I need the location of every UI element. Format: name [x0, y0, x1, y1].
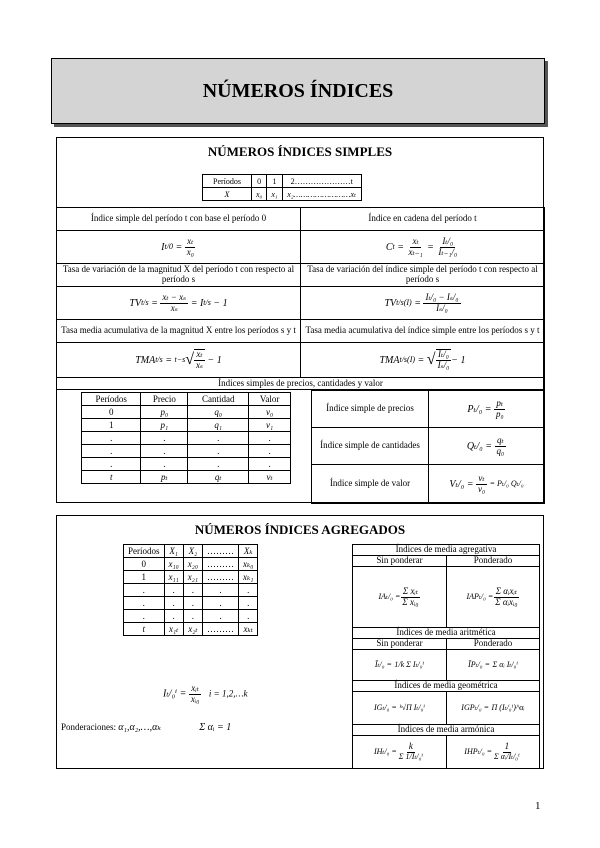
pcv-cell: q₀ [188, 406, 249, 419]
table-row [124, 597, 258, 610]
geo-weighted-formula [446, 691, 540, 725]
formula-sub: t/s [396, 297, 404, 307]
formula-part: = I [190, 297, 204, 309]
pcv-heading: Índices simples de precios, cantidades y valor [56, 377, 545, 390]
pcv-cell: vₜ [249, 471, 291, 484]
pcv-cell: . [249, 445, 291, 458]
quantity-index-formula [428, 427, 545, 465]
formula-part: 1/k Σ Iₜ/₀ⁱ [394, 659, 425, 669]
formula-den: Σ αᵢ/Iₜ/₀ⁱ [494, 752, 520, 762]
formula-symbol: ĪPₜ/₀ = [468, 659, 490, 669]
table-row [82, 406, 291, 419]
agg-header: ……… [203, 545, 239, 558]
formula-sub: t/s [203, 297, 211, 307]
pcv-cell: . [82, 458, 141, 471]
formula-num: 1 [504, 741, 510, 752]
agg-cell: . [239, 597, 258, 610]
pcv-cell: . [82, 432, 141, 445]
period-cell: 1 [267, 175, 282, 188]
formula-symbol: Iₜ/₀ⁱ = [163, 688, 187, 700]
agg-cell: . [124, 610, 165, 623]
agg-cell: x₁₀ [164, 558, 183, 571]
table-row [124, 558, 258, 571]
simple-index-label: Índice simple del período t con base el período 0 [56, 207, 301, 231]
agg-cell: x₁ₜ [164, 623, 183, 636]
period-cell: 2…………………t [282, 175, 361, 188]
quantity-index-label: Índice simple de cantidades [311, 427, 429, 465]
pcv-cell: . [141, 458, 188, 471]
periods-table [202, 174, 362, 201]
agg-cell: ……… [203, 571, 239, 584]
formula-num: vₜ [478, 472, 485, 483]
formula-num: Σ xᵢₜ [402, 585, 419, 596]
formula-num: xₜ [196, 349, 203, 360]
agg-media-heading: Índices de media agregativa [352, 544, 540, 556]
formula-num: qₜ [496, 434, 504, 445]
formula-sub: t [392, 241, 395, 251]
tv-index-label: Tasa de variación del índice simple del período t con respecto al período s [300, 263, 545, 287]
tma-index-label: Tasa media acumulativa del índice simple entre los períodos s y t [300, 319, 545, 343]
formula-symbol: I [161, 241, 165, 253]
formula-num: Σ αᵢxᵢₜ [495, 585, 518, 596]
geo-media-heading: Índices de media geométrica [352, 680, 540, 692]
agg-cell: . [203, 610, 239, 623]
formula-num: xₜ − xₛ [162, 291, 187, 302]
tv-formula: TV t/s = $\frac{\text{xₜ − xₛ}}{\text{xₛ}}$ = I t/s − 1 [56, 286, 301, 320]
agg-weighted-formula [446, 566, 540, 628]
page-number: 1 [535, 800, 541, 812]
formula-sub: t/s [155, 354, 163, 364]
formula-sup: (I) [403, 297, 412, 307]
agg-cell: . [239, 610, 258, 623]
agg-weighted-label: Ponderado [446, 555, 540, 567]
formula-part: Π (Iₜ/₀ⁱ)^αᵢ [491, 702, 525, 712]
pcv-cell: . [249, 432, 291, 445]
agg-cell: x₂₁ [183, 571, 202, 584]
formula-den: Σ 1/Iₜ/₀ⁱ [398, 752, 424, 762]
agg-cell: x₁₁ [164, 571, 183, 584]
formula-part: − 1 [213, 297, 228, 309]
agg-unweighted-formula [352, 566, 447, 628]
pcv-cell: 1 [82, 419, 141, 432]
table-row [82, 458, 291, 471]
formula-part: − 1 [451, 354, 466, 366]
aggregate-indices-heading: NÚMEROS ÍNDICES AGREGADOS [194, 522, 406, 537]
table-row [124, 584, 258, 597]
x-cell: x₀ [252, 188, 267, 201]
pcv-cell: . [249, 458, 291, 471]
price-index-formula [428, 390, 545, 428]
simple-index-formula: I t/0 = $\frac{\text{xₜ}}{\text{x₀}}$ [56, 230, 301, 264]
root-icon: √ [185, 351, 195, 369]
table-row [82, 445, 291, 458]
formula-den: xₜ₋₁ [408, 246, 423, 257]
pcv-header: Precio [141, 393, 188, 406]
formula-num: Iₜ/₀ − Iₛ/₀ [425, 291, 459, 302]
agg-cell: x₂₀ [183, 558, 202, 571]
formula-symbol: IGPₜ/₀ = [461, 702, 489, 712]
pcv-cell: pₜ [141, 471, 188, 484]
agg-cell: . [239, 584, 258, 597]
agg-cell: . [164, 610, 183, 623]
pcv-cell: qₜ [188, 471, 249, 484]
formula-den: xₛ [196, 360, 204, 370]
arith-unweighted-formula [352, 649, 447, 681]
pcv-header: Períodos [82, 393, 141, 406]
agg-cell: xₖ₀ [239, 558, 258, 571]
value-index-label: Índice simple de valor [311, 464, 429, 504]
agg-cell: . [183, 597, 202, 610]
agg-cell: 0 [124, 558, 165, 571]
x-cell: x₁ [267, 188, 282, 201]
agg-cell: . [203, 584, 239, 597]
pcv-cell: v₀ [249, 406, 291, 419]
agg-header: X₁ [164, 545, 183, 558]
pcv-cell: v₁ [249, 419, 291, 432]
formula-symbol: Qₜ/₀ = [466, 440, 493, 452]
formula-symbol: IAₜ/₀ = [378, 591, 401, 601]
table-row [124, 610, 258, 623]
pcv-cell: . [82, 445, 141, 458]
formula-num: Iₜ/₀ [437, 349, 449, 360]
agg-cell: . [124, 597, 165, 610]
formula-sup: (I) [407, 354, 416, 364]
formula-symbol: IHₜ/₀ = [373, 746, 397, 756]
x-cell: x₂……………………xₜ [282, 188, 361, 201]
formula-num: xᵢₜ [191, 683, 199, 693]
formula-symbol: TMA [379, 354, 400, 366]
formula-symbol: Īₜ/₀ = [374, 659, 392, 669]
formula-num: Iₜ/₀ [442, 235, 454, 246]
formula-num: k [408, 741, 413, 752]
period-cell: 0 [252, 175, 267, 188]
agg-cell: t [124, 623, 165, 636]
formula-part: = Pₜ/₀ Qₜ/₀ [489, 478, 524, 488]
formula-num: xₜ [412, 235, 419, 246]
document-title-box [51, 58, 545, 124]
formula-den: Iₛ/₀ [437, 360, 450, 370]
chain-index-label: Índice en cadena del período t [300, 207, 545, 231]
formula-symbol: TMA [135, 354, 156, 366]
formula-symbol: IHPₜ/₀ = [464, 746, 492, 756]
simple-indices-panel [56, 137, 544, 503]
periods-label: Períodos [203, 175, 252, 188]
formula-den: Σ αᵢxᵢ₀ [495, 596, 518, 607]
x-label: X [203, 188, 252, 201]
pcv-header: Valor [249, 393, 291, 406]
pcv-cell: 0 [82, 406, 141, 419]
root-icon: √ [426, 351, 436, 369]
agg-cell: . [124, 584, 165, 597]
formula-den: x₀ [186, 246, 194, 257]
chain-index-formula: C t = $\frac{\text{xₜ}}{\text{xₜ₋₁}}$ = $\frac{\text{Iₜ/₀}}{\text{Iₜ₋₁/₀}}$ [300, 230, 545, 264]
tma-label: Tasa media acumulativa de la magnitud X entre los períodos s y t [56, 319, 301, 343]
formula-den: p₀ [495, 408, 504, 419]
formula-sub: t/0 [164, 241, 173, 251]
agg-cell: . [203, 597, 239, 610]
table-row [82, 471, 291, 484]
simple-index-i-formula [163, 684, 247, 705]
formula-den: xᵢ₀ [190, 693, 200, 704]
table-row [82, 419, 291, 432]
agg-cell: . [164, 597, 183, 610]
formula-symbol: Pₜ/₀ = [467, 403, 492, 415]
formula-sub: t/s [141, 297, 149, 307]
table-row [124, 571, 258, 584]
weights-sum: Σ αᵢ = 1 [199, 722, 232, 733]
formula-num: xₜ [187, 235, 194, 246]
tma-formula: TMA t/s = t−s √ $\frac{\text{xₜ}}{\text{xₛ}}$ − 1 [56, 342, 301, 378]
agg-header: X₂ [183, 545, 202, 558]
value-index-formula [428, 464, 545, 504]
pcv-cell: t [82, 471, 141, 484]
agg-header: Períodos [124, 545, 165, 558]
harm-weighted-formula [446, 735, 540, 769]
arith-unweighted-label: Sin ponderar [352, 638, 447, 650]
formula-den: v₀ [477, 483, 486, 494]
formula-symbol: TV [129, 297, 142, 309]
pcv-cell: . [188, 432, 249, 445]
weights-label: Ponderaciones: [61, 722, 116, 732]
aggregate-table [123, 544, 258, 636]
agg-header: Xₖ [239, 545, 258, 558]
tma-index-formula: TMA t/s (I) = √ $\frac{\text{Iₜ/₀}}{\text{Iₛ/₀}}$ − 1 [300, 342, 545, 378]
pcv-cell: p₀ [141, 406, 188, 419]
agg-cell: . [183, 610, 202, 623]
agg-cell: x₂ₜ [183, 623, 202, 636]
pcv-table [81, 392, 291, 484]
pcv-cell: . [141, 445, 188, 458]
agg-cell: . [164, 584, 183, 597]
agg-unweighted-label: Sin ponderar [352, 555, 447, 567]
pcv-cell: p₁ [141, 419, 188, 432]
price-index-label: Índice simple de precios [311, 390, 429, 428]
document-title: NÚMEROS ÍNDICES [202, 79, 394, 102]
formula-symbol: C [385, 241, 393, 253]
arith-weighted-formula [446, 649, 540, 681]
table-row [124, 623, 258, 636]
formula-num: pₜ [496, 397, 504, 408]
arith-weighted-label: Ponderado [446, 638, 540, 650]
pcv-cell: . [188, 458, 249, 471]
formula-symbol: IGₜ/₀ = [374, 702, 397, 712]
formula-symbol: TV [384, 297, 397, 309]
formula-sub: t/s [399, 354, 408, 364]
pcv-cell: q₁ [188, 419, 249, 432]
formula-den: Iₛ/₀ [436, 302, 448, 313]
agg-cell: ……… [203, 623, 239, 636]
harm-unweighted-formula [352, 735, 447, 769]
formula-den: q₀ [496, 445, 505, 456]
agg-cell: . [183, 584, 202, 597]
formula-symbol: Vₜ/₀ = [449, 478, 474, 490]
formula-range: i = 1,2,…k [208, 688, 248, 699]
agg-cell: xₖ₁ [239, 571, 258, 584]
simple-indices-heading: NÚMEROS ÍNDICES SIMPLES [207, 144, 393, 159]
tv-label: Tasa de variación de la magnitud X del período t con respecto al período s [56, 263, 301, 287]
root-index: t−s [174, 354, 186, 364]
weights-values: α₁,α₂,…,αₖ [118, 722, 161, 733]
weights-row [61, 722, 231, 733]
formula-symbol: IAPₜ/₀ = [466, 591, 494, 601]
agg-cell: ……… [203, 558, 239, 571]
arith-media-heading: Índices de media aritmética [352, 627, 540, 639]
pcv-header: Cantidad [188, 393, 249, 406]
harm-media-heading: Índices de media armónica [352, 724, 540, 736]
tv-index-formula: TV t/s (I) = $\frac{\text{Iₜ/₀ − Iₛ/₀}}{\text{Iₛ/₀}}$ [300, 286, 545, 320]
agg-cell: xₖₜ [239, 623, 258, 636]
formula-den: xₛ [170, 302, 178, 313]
pcv-cell: . [141, 432, 188, 445]
geo-unweighted-formula [352, 691, 447, 725]
agg-cell: 1 [124, 571, 165, 584]
table-row [82, 432, 291, 445]
aggregate-indices-panel [56, 515, 544, 769]
pcv-cell: . [188, 445, 249, 458]
formula-part: ᵏ√Π Iₜ/₀ⁱ [399, 702, 425, 712]
formula-part: − 1 [207, 354, 222, 366]
formula-den: Iₜ₋₁/₀ [438, 246, 458, 257]
formula-den: Σ xᵢ₀ [402, 596, 419, 607]
formula-part: Σ αᵢ Iₜ/₀ⁱ [492, 659, 518, 669]
